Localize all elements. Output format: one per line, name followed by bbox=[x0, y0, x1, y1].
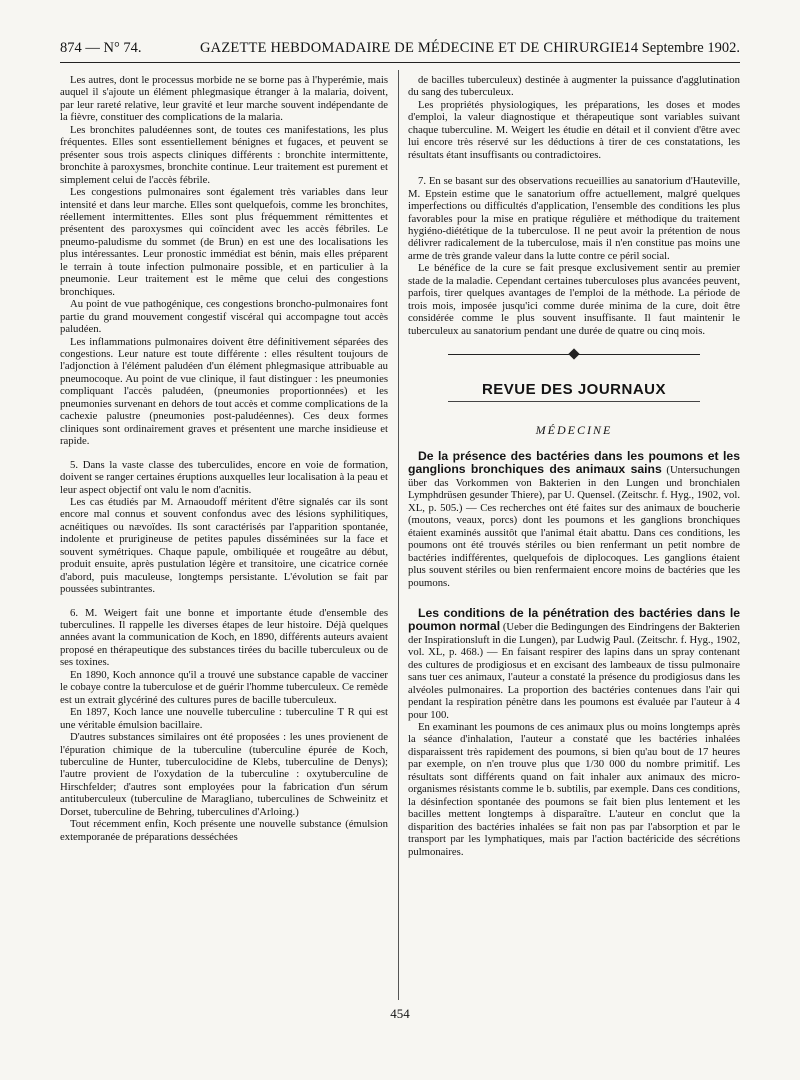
article-body: (Untersuchungen über das Vorkommen von Bakterien in den Lungen und bronchialen Lymphdrüsen gesunder Thiere), par U. Quensel. (Zeitschr. f. Hyg., 1902, vol. XL, p. 505.) — Ces recherches ont été faites sur des animaux de boucherie (moutons, veaux, porcs) dont les poumons et les ganglions bronchiques étaient examinés aussitôt que l'animal était abattu. Dans ces conditions, les poumons ont été trouvés stériles ou bien renfermant un petit nombre de bactéries indifférentes, quelquefois de diplocoques. Les ganglions étaient plus souvent stériles ou bien renfermaient encore moins de bactéries que les poumons. bbox=[408, 464, 741, 589]
journal-title: GAZETTE HEBDOMADAIRE DE MÉDECINE ET DE CHIRURGIE. bbox=[200, 40, 628, 56]
page-folio: 454 bbox=[390, 1006, 410, 1021]
article bbox=[408, 607, 740, 721]
section-divider-ornament bbox=[448, 348, 700, 362]
paragraph: En 1890, Koch annonce qu'il a trouvé une substance capable de vacciner le cobaye contre la tuberculose et de guérir l'homme tuberculeux. Ce remède est un extrait glycériné des cultures pures de bacille tuberculeux. bbox=[60, 668, 388, 706]
paragraph: Les congestions pulmonaires sont également très variables dans leur intensité et dans leur marche. Elles sont quelquefois, comme les bronchites, réellement intermittentes. Elles sont plus fréquemment rémittentes et présentent des paroxysmes qui coïncident avec les accès fébriles. Le pneumo-paludisme du sommet (de Brun) en est une des localisations les plus intéressantes. Leur pronostic immédiat est bénin, mais elles préparent le terrain à toute infection pulmonaire possible, et en particulier à la pneumonie. Leur traitement est le même que celui des congestions bronchiques. bbox=[60, 186, 388, 298]
header-rule bbox=[60, 62, 740, 63]
article-title: Les conditions de la pénétration des bactéries dans le poumon normal bbox=[408, 605, 740, 634]
article bbox=[408, 450, 740, 589]
paragraph: 5. Dans la vaste classe des tuberculides, encore en voie de formation, doivent se ranger certaines éruptions auxquelles leur localisation à la peau et leur aspect objectif ont valu le nom d'acnitis. bbox=[60, 458, 388, 496]
paragraph: D'autres substances similaires ont été proposées : les unes provienent de l'épuration chimique de la tuberculine (tuberculine épurée de Koch, tuberculine de Hunter, tuberculocidine de Klebs, tuberculine de Denys); l'autre provient de l'oxydation de la tuberculine : oxytuberculine de Hirschfelder; d'autres sont employées pour la fabrication d'un sérum antituberculeux (tuberculine de Maragliano, tuberculines de Schweinitz et Dorset, tuberculine de Behring, tuberculines d'Arloing.) bbox=[60, 731, 388, 818]
article-continuation: En examinant les poumons de ces animaux plus ou moins longtemps après la séance d'inhalation, l'auteur a constaté que les bactéries inhalées disparaissent très rapidement des poumons, si bien qu'au bout de 17 heures par exemple, on n'en trouve plus que 1/30 000 du nombre primitif. Les résultats sont différents quand on fait inhaler aux animaux des micro-organismes résistants comme le b. subtilis, par exemple. Dans ces conditions, la désinfection spontanée des poumons se fait bien plus lentement et les bacilles mettent longtemps à disparaître. L'auteur en conclut que la disparition des bactéries inhalées se fait non pas par l'absorption et par le transport par les lymphatiques, mais par l'action bactéricide des sécrétions pulmonaires. bbox=[408, 721, 740, 858]
section-rule bbox=[448, 401, 700, 402]
issue-date: 14 Septembre 1902. bbox=[623, 40, 740, 56]
right-column bbox=[408, 74, 740, 858]
paragraph: Les propriétés physiologiques, les préparations, les doses et modes d'emploi, la valeur diagnostique et thérapeutique sont variables suivant chaque tuberculine. M. Weigert les étudie en détail et il convient d'être avec lui encore très réservé sur les déductions à tirer de ces constatations, les résultats étant insuffisants ou contradictoires. bbox=[408, 98, 740, 161]
section-title: REVUE DES JOURNAUX bbox=[481, 381, 667, 399]
paragraph: Les autres, dont le processus morbide ne se borne pas à l'hyperémie, mais auquel il s'ajoute un élément phlegmasique étranger à la malaria, doivent, par leur rareté relative, leur gravité et leur marche souvent indépendante de la fièvre, constituer des complications de la malaria. bbox=[60, 74, 388, 124]
paragraph: 6. M. Weigert fait une bonne et importante étude d'ensemble des tuberculines. Il rappelle les diverses étapes de leur histoire. Déjà quelques années avant la communication de Koch, en 1890, différents auteurs avaient proposé en thérapeutique des substances tirées du bacille tuberculeux ou de ses toxines. bbox=[60, 606, 388, 669]
paragraph: En 1897, Koch lance une nouvelle tuberculine : tuberculine T R qui est une véritable émulsion bacillaire. bbox=[60, 706, 388, 731]
paragraph: Au point de vue pathogénique, ces congestions broncho-pulmonaires font partie du grand mouvement congestif viscéral qui accompagne tout accès paludéen. bbox=[60, 298, 388, 336]
running-head bbox=[60, 40, 740, 60]
paragraph: Tout récemment enfin, Koch présente une nouvelle substance (émulsion extemporanée de préparations desséchées bbox=[60, 818, 388, 843]
page-issue-number: 874 — N° 74. bbox=[60, 40, 142, 56]
left-column bbox=[60, 74, 388, 843]
paragraph: de bacilles tuberculeux) destinée à augmenter la puissance d'agglutination du sang des tuberculeux. bbox=[408, 74, 740, 99]
column-separator bbox=[398, 70, 399, 1000]
article-title: De la présence des bactéries dans les poumons et les ganglions bronchiques des animaux sains bbox=[408, 448, 740, 477]
subsection-title: MÉDECINE bbox=[535, 422, 613, 437]
paragraph: Le bénéfice de la cure se fait presque exclusivement sentir au premier stade de la maladie. Cependant certaines tuberculoses plus avancées peuvent, parfois, tirer quelques avantages de l'emploi de la méthode. La période de trois mois, imposée jusqu'ici comme durée minima de la cure, doit être considérée comme le plus souvent insuffisante. Il faut maintenir le tuberculeux au sanatorium pendant une durée de quatre ou cinq mois. bbox=[408, 262, 740, 337]
diamond-ornament-icon bbox=[568, 348, 579, 359]
article-body: (Ueber die Bedingungen des Eindringens der Bakterien der Inspirationsluft in die Lungen), par Ludwig Paul. (Zeitschr. f. Hyg., 1902, vol. XL, p. 468.) — En faisant respirer des lapins dans un spray contenant des cultures de prodigiosus et en excisant des lambeaux de tissu pulmonaire sans tuer ces animaux, l'auteur a constaté la présence du prodigiosus dans les alvéoles pulmonaires. La proportion des bactéries contenues dans l'air qui pendant la respiration pénètre dans les poumons est évaluée par l'auteur à 4 pour 100. bbox=[408, 621, 740, 721]
paragraph: 7. En se basant sur des observations recueillies au sanatorium d'Hauteville, M. Epstein estime que le sanatorium offre actuellement, malgré quelques imperfections ou difficultés d'application, l'ensemble des conditions les plus favorables pour la mise en pratique régulière et méthodique du traitement hygiéno-diététique de la tuberculose. Il ne peut avoir la prétention de nous délivrer radicalement de la tuberculose, mais il n'en constitue pas moins une arme de très grande valeur dans la lutte contre ce péril social. bbox=[408, 175, 740, 262]
paragraph: Les bronchites paludéennes sont, de toutes ces manifestations, les plus fréquentes. Elles sont essentiellement bénignes et fugaces, et peuvent se présenter sous trois aspects cliniques différents : bronchite intermittente, bronchite à paroxysmes, bronchite continue. Leur traitement est purement et simplement celui de l'accès fébrile. bbox=[60, 123, 388, 186]
paragraph: Les cas étudiés par M. Arnaoudoff méritent d'être signalés car ils sont encore mal connus et souvent confondus avec des lésions syphilitiques, acnéitiques ou nævoïdes. Ils sont caractérisés par l'apparition spontanée, indolente et prurigineuse de petites papules disséminées sur la face et souvent symétriques. Chaque papule, ombiliquée et rougeâtre au début, produit ensuite, après pustulation légère et transitoire, une cicatrice cornée d'abord, puis maculeuse, longtemps persistante. L'évolution se fait par poussées subintrantes. bbox=[60, 495, 388, 596]
paragraph: Les inflammations pulmonaires doivent être définitivement séparées des congestions. Leur nature est toute différente : elles résultent toujours de l'adjonction à l'élément paludéen d'un élément phlegmasique attribuable au pneumocoque. Au point de vue clinique, il faut distinguer : les pneumonies compliquant l'accès paludéen, (pneumonies proportionnées) et les pneumonies survenant en dehors de tout accès et comme complications de la cachexie palustre (pneumonies post-paludéennes). Ces deux formes cliniques sont ordinairement graves et présentent une marche insidieuse et rapide. bbox=[60, 335, 388, 448]
